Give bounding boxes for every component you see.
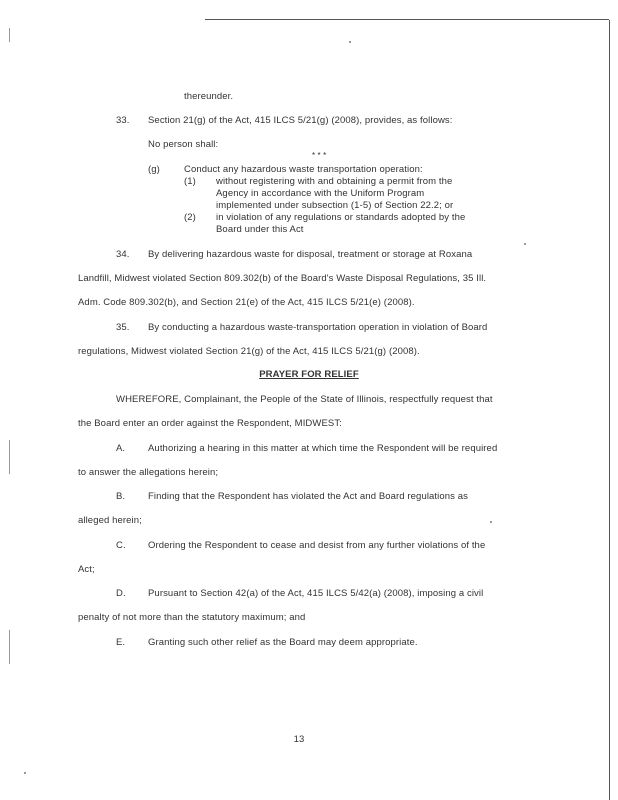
para-33-g-label: (g) [148, 164, 160, 175]
relief-c-label: C. [116, 540, 126, 551]
para-34-line: Adm. Code 809.302(b), and Section 21(e) of the Act, 415 ILCS 5/21(e) (2008). [78, 297, 415, 308]
para-33-sub1-line: without registering with and obtaining a permit from the [216, 176, 453, 187]
scan-right-edge [609, 20, 610, 800]
relief-b-line: Finding that the Respondent has violated the Act and Board regulations as [148, 491, 468, 502]
scan-speck [24, 772, 26, 774]
relief-c-line: Ordering the Respondent to cease and desist from any further violations of the [148, 540, 486, 551]
para-33-sub2-label: (2) [184, 212, 196, 223]
scan-speck [349, 41, 351, 43]
para-34-number: 34. [116, 249, 130, 260]
relief-a-label: A. [116, 443, 126, 454]
para-35-line: regulations, Midwest violated Section 21(g) of the Act, 415 ILCS 5/21(g) (2008). [78, 346, 420, 357]
relief-b-line: alleged herein; [78, 515, 142, 526]
relief-b-label: B. [116, 491, 126, 502]
para-35-line: By conducting a hazardous waste-transportation operation in violation of Board [148, 322, 488, 333]
relief-e-label: E. [116, 637, 126, 648]
scan-left-mark-mid [9, 440, 10, 474]
scan-left-mark-low [9, 630, 10, 664]
para-33-text: Section 21(g) of the Act, 415 ILCS 5/21(g) (2008), provides, as follows: [148, 115, 453, 126]
para-33-sub1-line: Agency in accordance with the Uniform Program [216, 188, 425, 199]
para-33-no-person: No person shall: [148, 139, 219, 150]
relief-d-line: Pursuant to Section 42(a) of the Act, 415 ILCS 5/42(a) (2008), imposing a civil [148, 588, 484, 599]
relief-a-line: to answer the allegations herein; [78, 467, 219, 478]
scan-top-rule [205, 19, 609, 20]
para-33-number: 33. [116, 115, 130, 126]
wherefore-line: the Board enter an order against the Respondent, MIDWEST: [78, 418, 342, 429]
wherefore-line: WHEREFORE, Complainant, the People of the State of Illinois, respectfully request that [116, 394, 493, 405]
relief-a-line: Authorizing a hearing in this matter at which time the Respondent will be required [148, 443, 498, 454]
relief-c-line: Act; [78, 564, 95, 575]
para-33-sub2-line: Board under this Act [216, 224, 304, 235]
relief-d-label: D. [116, 588, 126, 599]
prayer-heading: PRAYER FOR RELIEF [259, 369, 359, 380]
relief-d-line: penalty of not more than the statutory maximum; and [78, 612, 306, 623]
scan-speck [490, 521, 492, 523]
para-34-line: Landfill, Midwest violated Section 809.302(b) of the Board's Waste Disposal Regulations, 35 Ill. [78, 273, 487, 284]
para-33-ellipsis: * * * [312, 151, 327, 160]
para-33-sub2-line: in violation of any regulations or standards adopted by the [216, 212, 466, 223]
para-33-g-text: Conduct any hazardous waste transportation operation: [184, 164, 423, 175]
para-34-line: By delivering hazardous waste for disposal, treatment or storage at Roxana [148, 249, 473, 260]
scan-left-mark-top [9, 28, 10, 42]
scan-speck [524, 243, 526, 245]
para-35-number: 35. [116, 322, 130, 333]
para-33-sub1-label: (1) [184, 176, 196, 187]
page-number: 13 [293, 734, 305, 745]
para-33-sub1-line: implemented under subsection (1-5) of Section 22.2; or [216, 200, 454, 211]
relief-e-line: Granting such other relief as the Board may deem appropriate. [148, 637, 418, 648]
continuation-text: thereunder. [184, 91, 234, 102]
